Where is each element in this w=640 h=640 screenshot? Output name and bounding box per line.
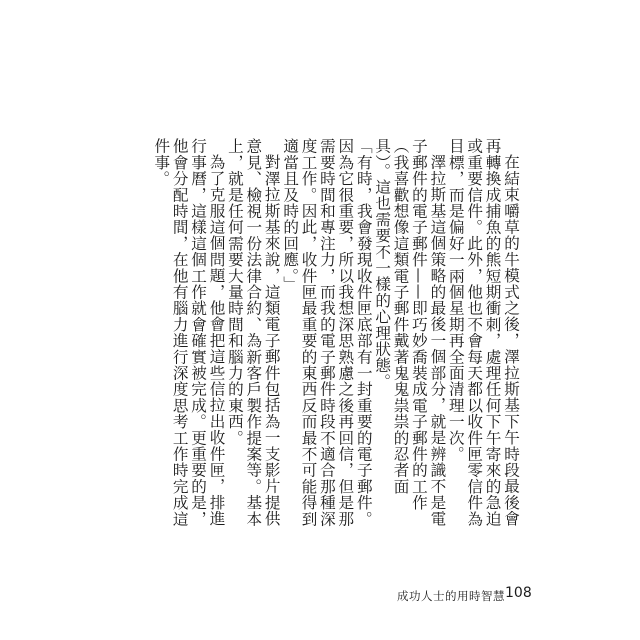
paragraph-2: 澤拉斯基這個策略的最後一個部分，就是辨識不是電子郵件的電子郵件——即巧妙喬裝成電子郵件的工作（我喜歡想像這類電子郵件戴著鬼鬼祟祟的忍者面具）。這也需要不一樣的心理狀態。 [373, 138, 447, 527]
paragraph-5: 為了克服這個問題，他會把這些信拉出收件匣，排進行事曆，這樣這個工作就會確實被完成。更重要的是，他會分配時間，在他有腦力進行深度思考工作時完成這件事。 [152, 138, 226, 527]
running-footer-title: 成功人士的用時智慧 [397, 589, 505, 603]
paragraph-1: 在結束嚼草的牛模式之後，澤拉斯基下午時段最後會再轉換成捕魚的熊短期衝刺，處理任何下午寄來的急迫或重要信件。此外，他也不會每天都以收件匣零信件為目標，而是偏好一兩個星期再全面清理一次。 [446, 138, 520, 527]
vertical-text-body [152, 138, 520, 528]
page-number: 108 [505, 585, 532, 601]
paragraph-4: 對澤拉斯基來說，這類電子郵件包括為一支影片提供意見、檢視一份法律合約、為新客戶製作提案等。基本上，就是任何需要大量時間和腦力的東西。 [225, 138, 281, 527]
paragraph-3-quote: 「有時，我會發現收件匣底部有一封重要的電子郵件。因為它很重要，所以我想深思熟慮之後再回信，但是那需要時間和專注力，而我的電子郵件時段不適合那種深度工作。因此，收件匣最重要的東西反而最不可能得到適當且及時的回應。」 [281, 138, 373, 527]
